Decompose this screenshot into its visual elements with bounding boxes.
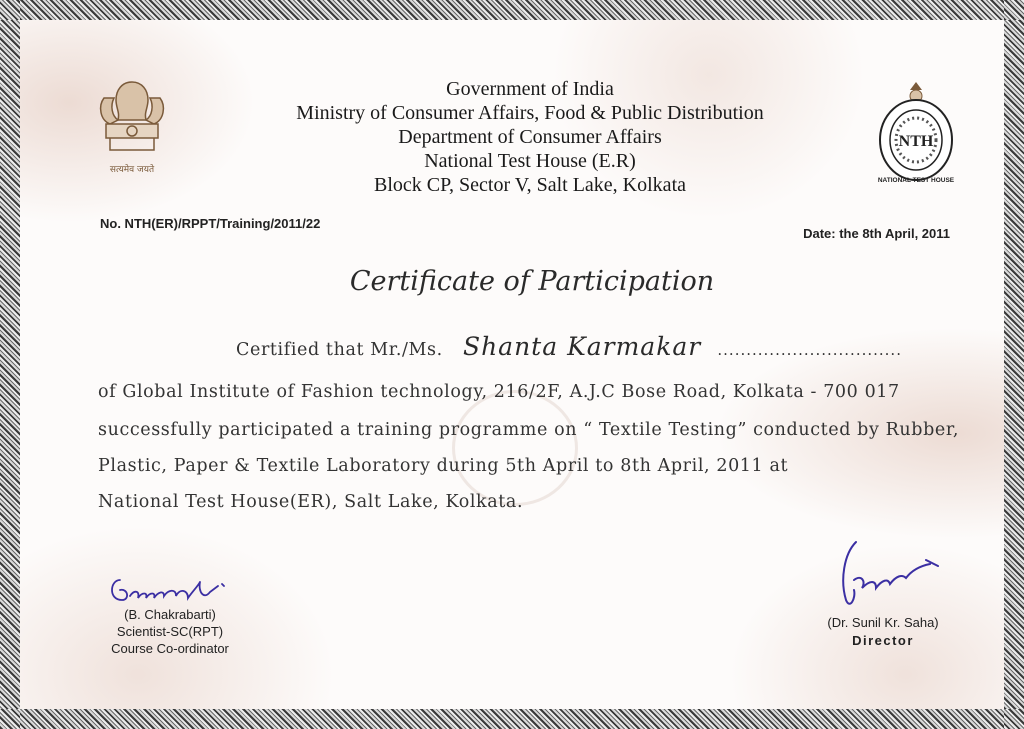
header-ministry: Ministry of Consumer Affairs, Food & Public Distribution bbox=[296, 102, 764, 124]
left-signature bbox=[106, 574, 246, 608]
header-department: Department of Consumer Affairs bbox=[398, 126, 662, 148]
seal-mono: NTH bbox=[898, 133, 934, 150]
left-signatory-designation: Scientist-SC(RPT) bbox=[116, 624, 224, 639]
left-signatory bbox=[90, 606, 250, 657]
left-signatory-name: (B. Chakrabarti) bbox=[124, 607, 216, 622]
body-line-institute: of Global Institute of Fashion technology, 216/2F, A.J.C Bose Road, Kolkata - 700 017 bbox=[98, 382, 900, 402]
left-signatory-role: Course Co-ordinator bbox=[111, 641, 229, 656]
header-office: National Test House (E.R) bbox=[424, 150, 636, 172]
right-signatory-name: (Dr. Sunil Kr. Saha) bbox=[827, 615, 939, 630]
certificate-title: Certificate of Participation bbox=[349, 266, 715, 297]
header-government: Government of India bbox=[446, 78, 614, 100]
participant-name: Shanta Karmakar bbox=[462, 332, 702, 361]
nth-seal-icon bbox=[876, 80, 956, 190]
certified-prefix: Certified that Mr./Ms. bbox=[236, 340, 443, 360]
body-line-venue: National Test House(ER), Salt Lake, Kolkata. bbox=[98, 492, 524, 512]
right-signatory bbox=[808, 614, 958, 650]
body-line-programme: successfully participated a training programme on “ Textile Testing” conducted by Rubber, bbox=[98, 420, 960, 440]
seal-text: NATIONAL TEST HOUSE bbox=[877, 177, 955, 184]
reference-number: No. NTH(ER)/RPPT/Training/2011/22 bbox=[100, 216, 321, 231]
right-signatory-role: Director bbox=[852, 633, 914, 648]
letterhead bbox=[200, 77, 860, 197]
dotted-line: ................................ bbox=[717, 341, 902, 359]
body-line-laboratory: Plastic, Paper & Textile Laboratory during 5th April to 8th April, 2011 at bbox=[98, 456, 789, 476]
certificate-date: Date: the 8th April, 2011 bbox=[803, 226, 950, 241]
header-address: Block CP, Sector V, Salt Lake, Kolkata bbox=[373, 174, 686, 196]
certified-line bbox=[236, 332, 902, 361]
emblem-motto: सत्यमेव जयते bbox=[109, 165, 155, 175]
watermark-seal bbox=[452, 390, 578, 506]
national-emblem-icon bbox=[96, 76, 168, 186]
right-signature bbox=[826, 540, 946, 612]
